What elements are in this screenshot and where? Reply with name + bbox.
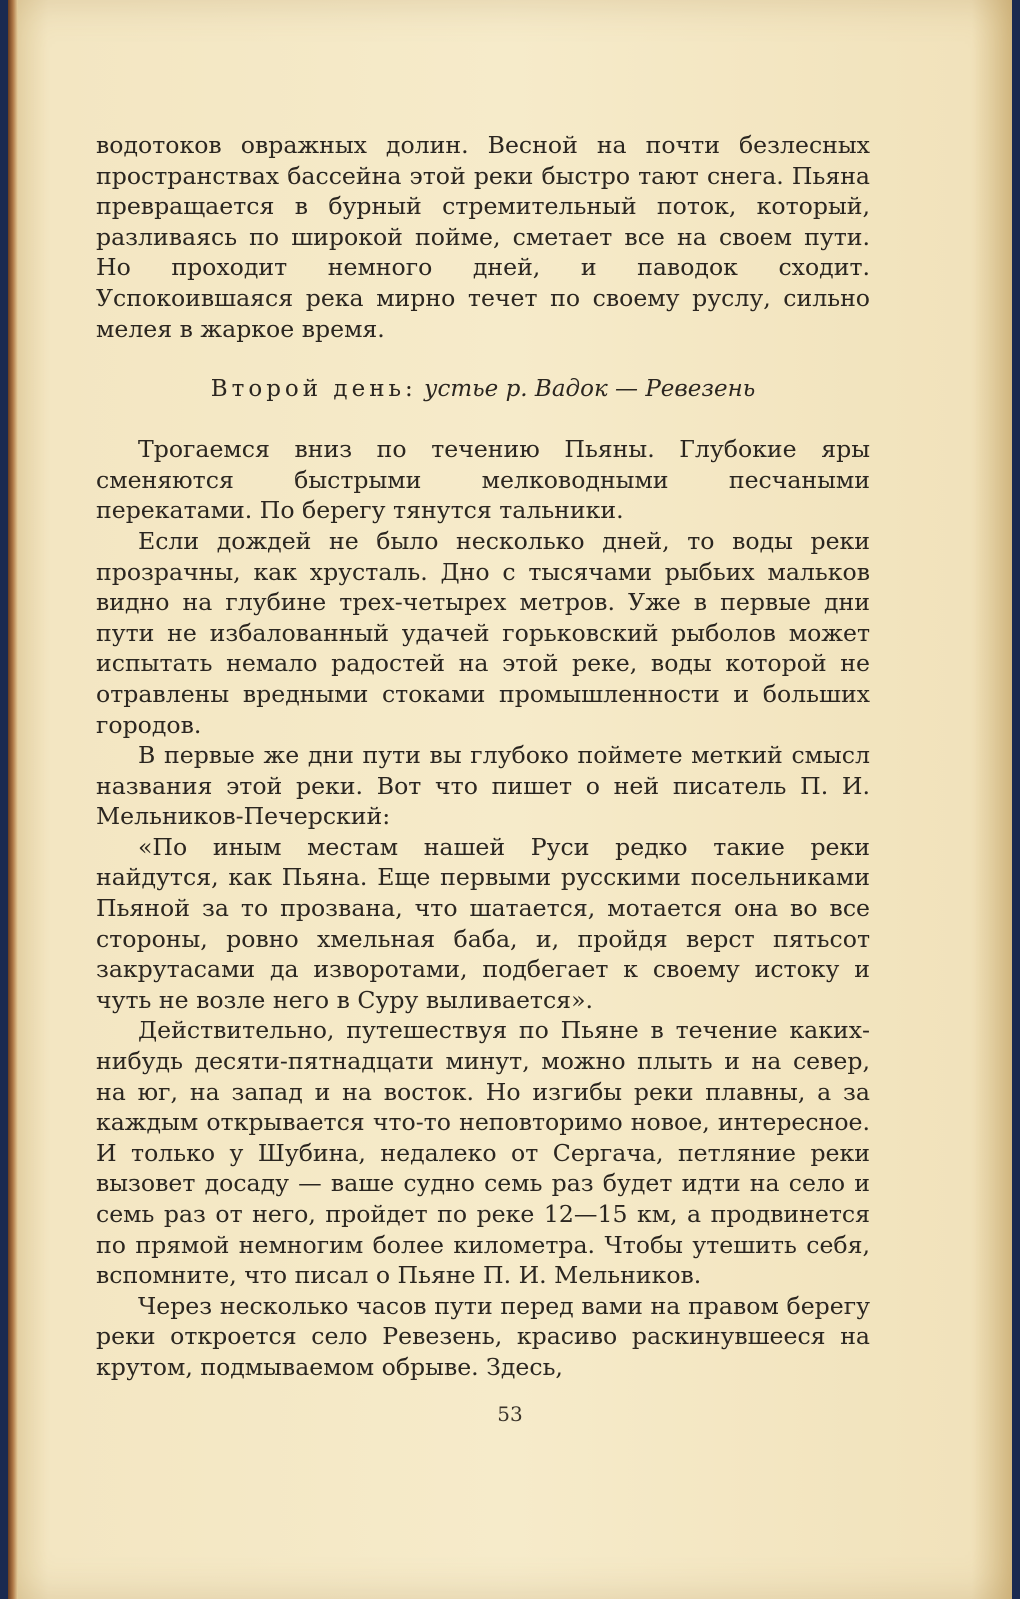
paragraph: Если дождей не было несколько дней, то воды реки прозрачны, как хрусталь. Дно с тысячами рыбьих мальков видно на глубине трех-четырех метров. Уже в первые дни пути не избалованный удачей горьковский рыболов может испытать немало радостей на этой реке, воды которой не отравлены вредными стоками промышленности и больших городов.	[96, 526, 870, 739]
quote-paragraph: «По иным местам нашей Руси редко такие реки найдутся, как Пьяна. Еще первыми русскими посельниками Пьяной за то прозвана, что шатается, мотается она во все стороны, ровно хмельная баба, и, пройдя верст пятьсот закрутасами да изворотами, подбегает к своему истоку и чуть не возле него в Суру выливается».	[96, 832, 870, 1014]
heading-day: Второй день:	[210, 376, 417, 403]
page-number: 53	[497, 1402, 523, 1426]
book-page	[8, 0, 1012, 1599]
paragraph: В первые же дни пути вы глубоко поймете меткий смысл названия этой реки. Вот что пишет о ней писатель П. И. Мельников-Печерский:	[96, 741, 870, 831]
heading-route: устье р. Вадок — Ревезень	[424, 376, 756, 403]
paragraph: Действительно, путешествуя по Пьяне в течение каких-нибудь десяти-пятнадцати минут, можно плыть и на север, на юг, на запад и на восток. Но изгибы реки плавны, а за каждым открывается что-то неповторимо новое, интересное. И только у Шубина, недалеко от Сергача, петляние реки вызовет досаду — ваше судно семь раз будет идти на село и семь раз от него, пройдет по реке 12—15 км, а продвинется по прямой немногим более километра. Чтобы утешить себя, вспомните, что писал о Пьяне П. И. Мельников.	[96, 1016, 870, 1290]
page-text	[96, 130, 870, 1383]
paragraph: Трогаемся вниз по течению Пьяны. Глубокие яры сменяются быстрыми мелководными песчаными перекатами. По берегу тянутся тальники.	[96, 435, 870, 525]
section-heading	[96, 374, 870, 404]
page-spine-edge	[8, 0, 18, 1599]
paragraph: Через несколько часов пути перед вами на правом берегу реки откроется село Ревезень, красиво раскинувшееся на крутом, подмываемом обрыве. Здесь,	[96, 1291, 870, 1381]
paragraph-intro: водотоков овражных долин. Весной на почти безлесных пространствах бассейна этой реки быстро тают снега. Пьяна превращается в бурный стремительный поток, который, разливаясь по широкой пойме, сметает все на своем пути. Но проходит немного дней, и паводок сходит. Успокоившаяся река мирно течет по своему руслу, сильно мелея в жаркое время.	[96, 131, 870, 343]
